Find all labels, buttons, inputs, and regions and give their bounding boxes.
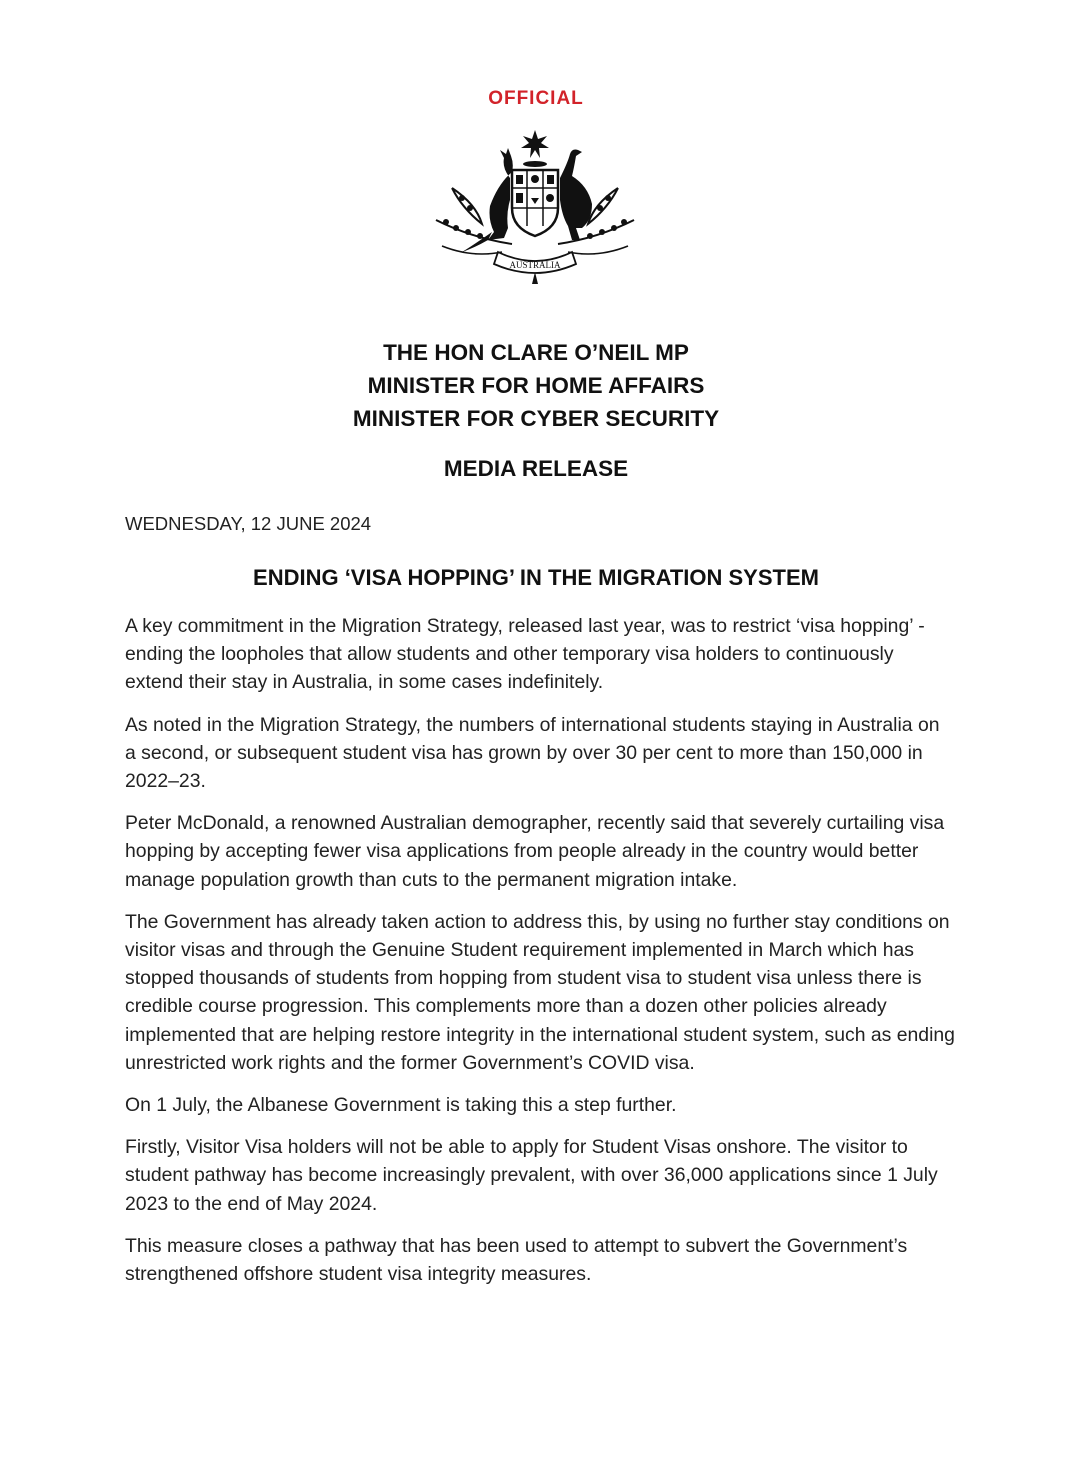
body-paragraph: On 1 July, the Albanese Government is taking this a step further. [125,1094,677,1117]
minister-title-block [0,336,1072,435]
minister-portfolio-home-affairs: MINISTER FOR HOME AFFAIRS [367,373,705,398]
body-paragraph: Firstly, Visitor Visa holders will not be able to apply for Student Visas onshore. The visitor to student pathway has become increasingly prevalent, with over 36,000 applications since 1 July 2023 to the end of May 2024. [125,1136,938,1215]
body-paragraph: As noted in the Migration Strategy, the numbers of international students staying in Australia on a second, or subsequent student visa has grown by over 30 per cent to more than 150,000 in 2022–23. [125,713,940,793]
crest-scroll-text: AUSTRALIA [509,260,561,270]
coat-of-arms-icon [432,128,638,286]
classification-marking: OFFICIAL [488,88,584,109]
minister-name: THE HON CLARE O’NEIL MP [383,340,689,365]
release-headline: ENDING ‘VISA HOPPING’ IN THE MIGRATION SYSTEM [253,565,819,590]
body-paragraph: A key commitment in the Migration Strategy, released last year, was to restrict ‘visa hopping’ - ending the loopholes that allow students and other temporary visa holders to continuously extend their stay in Australia, in some cases indefinitely. [125,615,925,694]
release-type-heading: MEDIA RELEASE [443,456,629,481]
body-paragraph: The Government has already taken action to address this, by using no further stay conditions on visitor visas and through the Genuine Student requirement implemented in March which has stopped thousands of students from hopping from student visa to student visa unless there is credible course progression. This complements more than a dozen other policies already implemented that are helping restore integrity in the international student system, such as ending unrestricted work rights and the former Government’s COVID visa. [125,910,955,1074]
release-body [125,612,955,1302]
release-date: WEDNESDAY, 12 JUNE 2024 [125,513,372,534]
minister-portfolio-cyber-security: MINISTER FOR CYBER SECURITY [352,406,720,431]
commonwealth-star-icon [521,130,549,158]
body-paragraph: This measure closes a pathway that has been used to attempt to subvert the Government’s strengthened offshore student visa integrity measures. [125,1234,908,1286]
body-paragraph: Peter McDonald, a renowned Australian demographer, recently said that severely curtailing visa hopping by accepting fewer visa applications from people already in the country would better manage population growth than cuts to the permanent migration intake. [125,812,945,891]
